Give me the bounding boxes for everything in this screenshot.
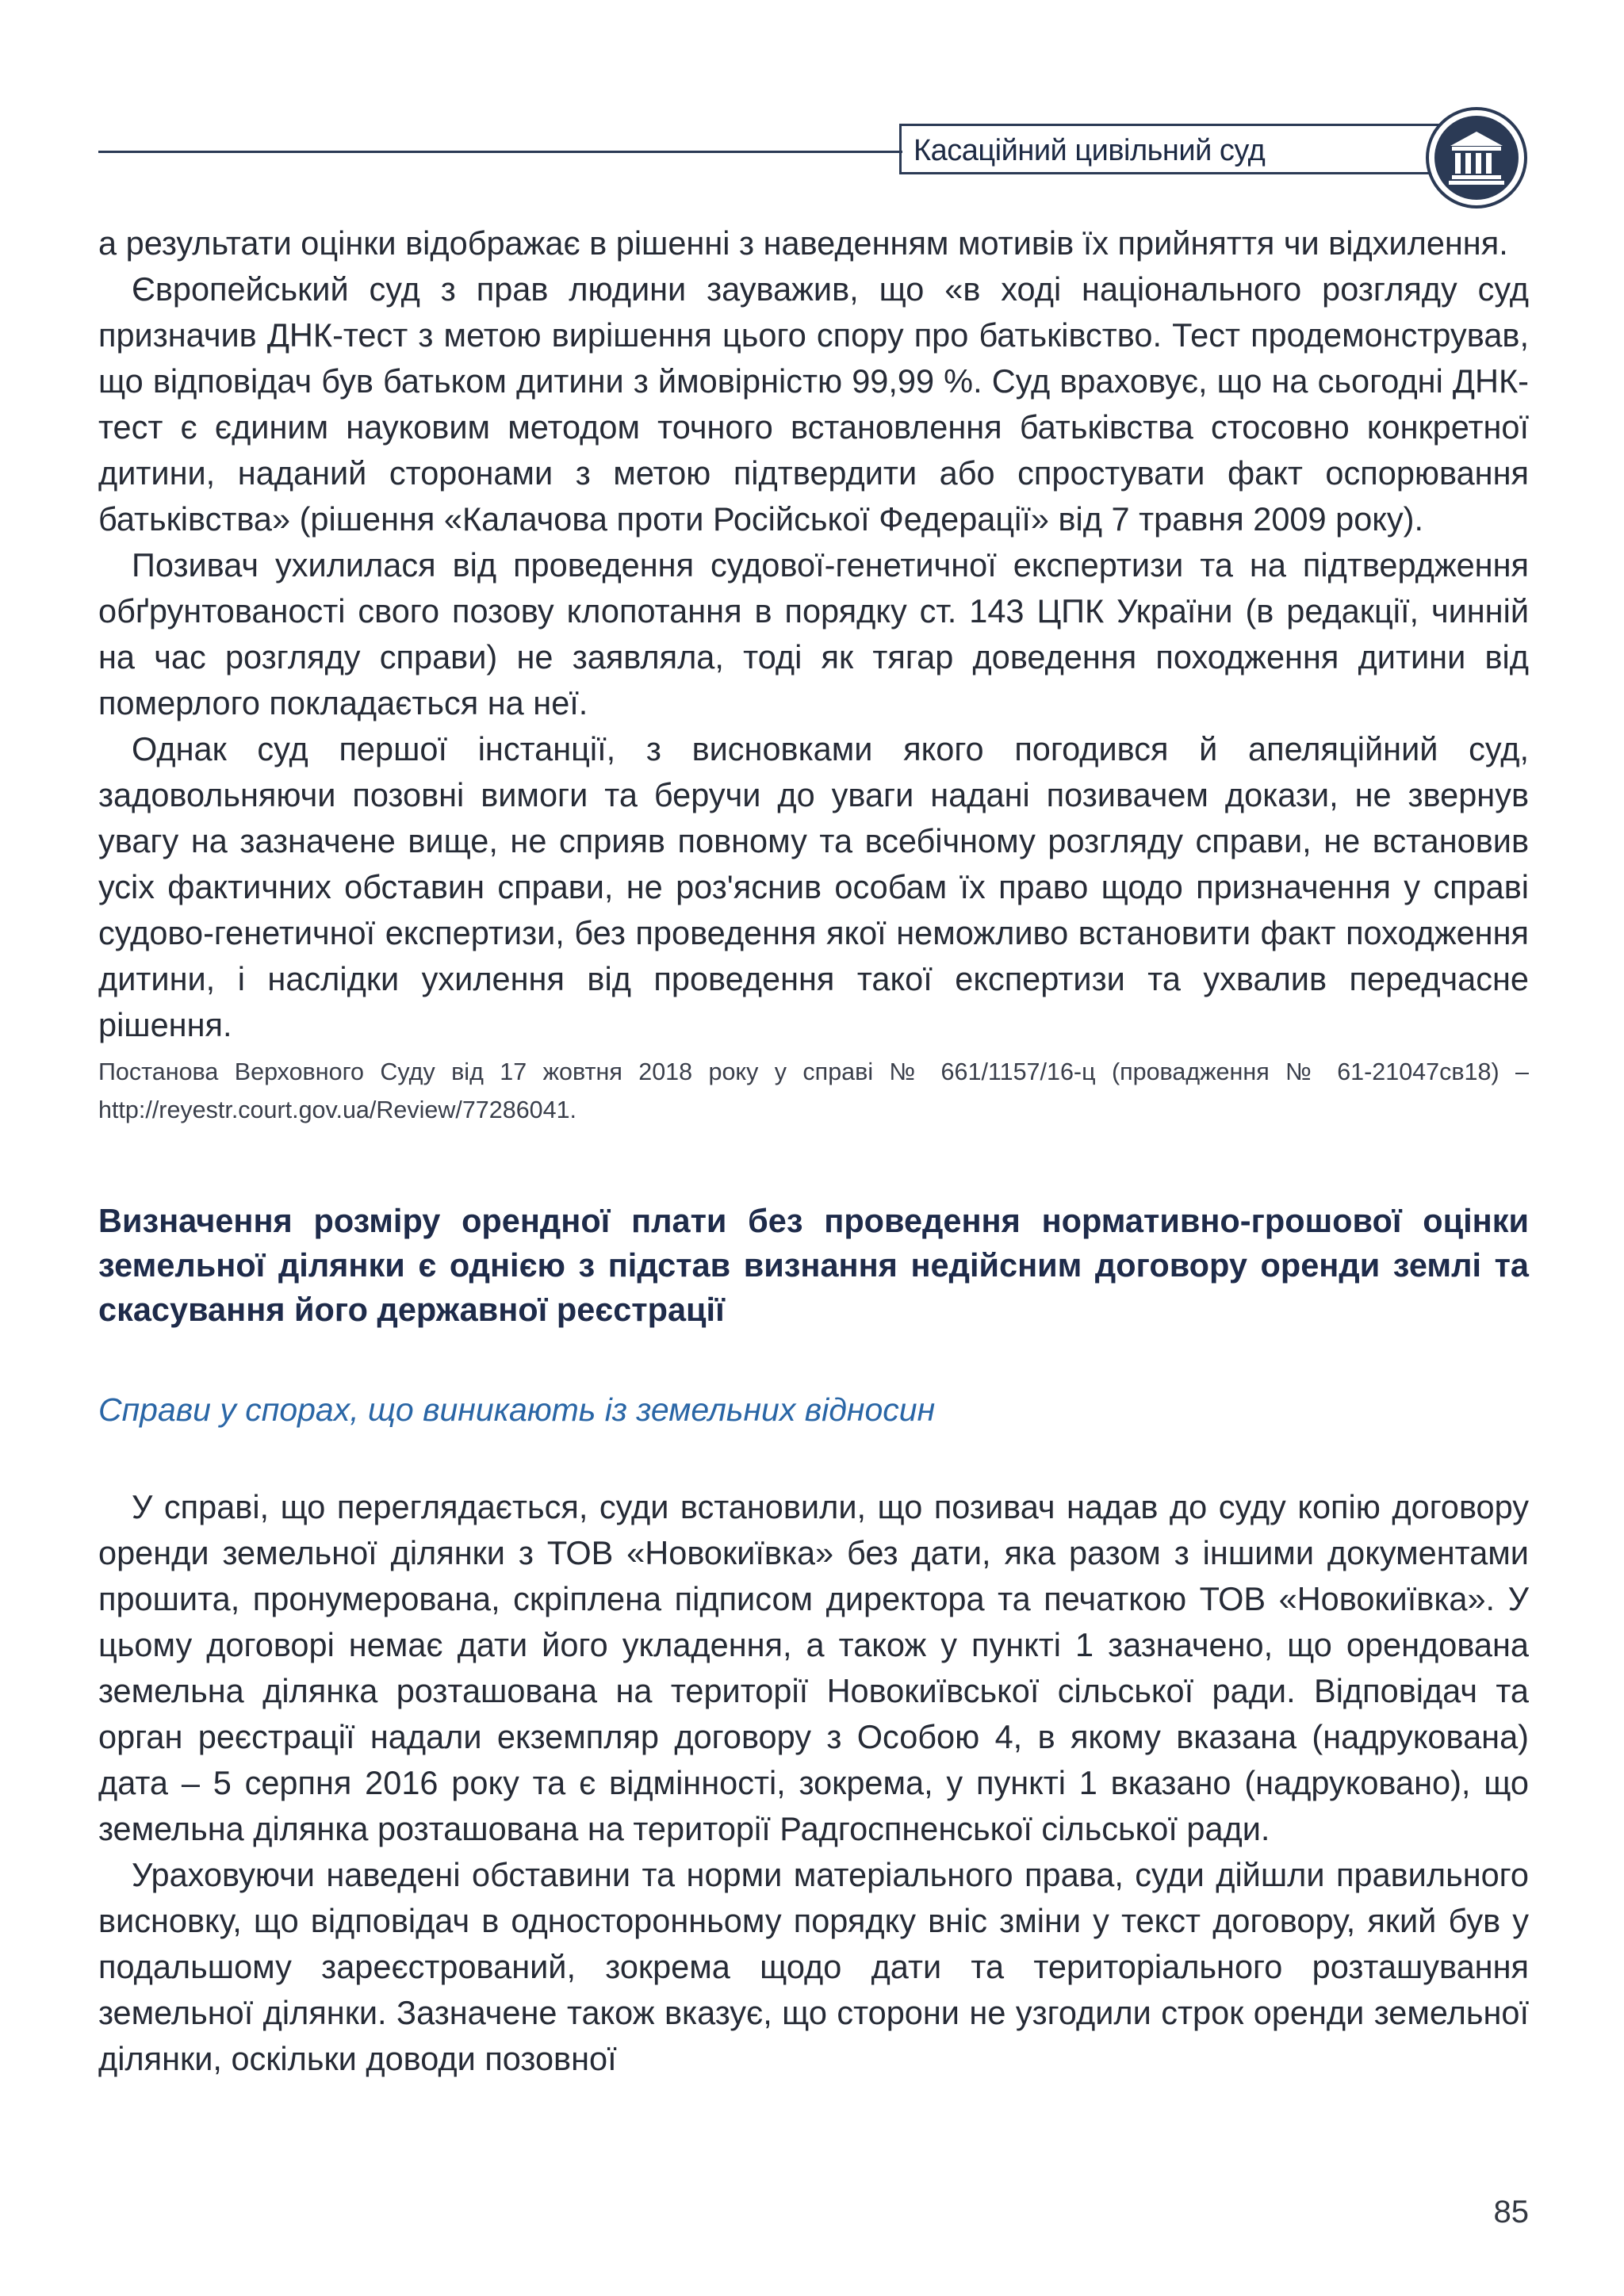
page-number: 85 <box>1493 2195 1529 2229</box>
section-heading: Визначення розміру орендної плати без проведення нормативно-грошової оцінки земельної ділянки є однією з підстав визнання недійсним договору оренди землі та скасування його державної реєстрації <box>98 1202 1529 1328</box>
case-category: Справи у спорах, що виникають із земельних відносин <box>98 1391 936 1428</box>
header-rule <box>98 151 902 153</box>
paragraph: Однак суд першої інстанції, з висновками якого погодився й апеляційний суд, задовольняючи позовні вимоги та беручи до уваги надані позивачем докази, не звернув увагу на зазначене вище, не сприяв повному та всебічному розгляду справи, не встановив усіх фактичних обставин справи, не роз'яснив особам їх право щодо призначення у справі судово-генетичної експертизи, без проведення якої неможливо встановити факт походження дитини, і наслідки ухилення від проведення такої експертизи та ухвалив передчасне рішення. <box>98 730 1529 1043</box>
paragraph: У справі, що переглядається, суди встановили, що позивач надав до суду копію договору оренди земельної ділянки з ТОВ «Новокиївка» без дати, яка разом з іншими документами прошита, пронумерована, скріплена підписом директора та печаткою ТОВ «Новокиївка». У цьому договорі немає дати його укладення, а також у пункті 1 зазначено, що орендована земельна ділянка розташована на території Новокиївської сільської ради. Відповідач та орган реєстрації надали екземпляр договору з Особою 4, в якому вказана (надрукована) дата – 5 серпня 2016 року та є відмінності, зокрема, у пункті 1 вказано (надруковано), що земельна ділянка розташована на території Радгоспненської сільської ради. <box>98 1488 1529 1847</box>
page-content <box>98 220 1529 2082</box>
paragraph: а результати оцінки відображає в рішенні з наведенням мотивів їх прийняття чи відхилення. <box>98 224 1508 262</box>
source-citation: Постанова Верховного Суду від 17 жовтня 2018 року у справі № 661/1157/16-ц (провадження № 61-21047св18) – http://reyestr.court.gov.ua/Review/77286041. <box>98 1058 1529 1123</box>
court-building-icon <box>1423 105 1530 211</box>
header-title: Касаційний цивільний суд <box>914 134 1266 167</box>
paragraph: Позивач ухилилася від проведення судової-генетичної експертизи та на підтвердження обґрунтованості свого позову клопотання в порядку ст. 143 ЦПК України (в редакції, чинній на час розгляду справи) не заявляла, тоді як тягар доведення походження дитини від померлого покладається на неї. <box>98 546 1529 721</box>
paragraph: Європейський суд з прав людини зауважив, що «в ході національного розгляду суд призначив ДНК-тест з метою вирішення цього спору про батьківство. Тест продемонстрував, що відповідач був батьком дитини з ймовірністю 99,99 %. Суд враховує, що на сьогодні ДНК-тест є єдиним науковим методом точного встановлення батьківства стосовно конкретної дитини, наданий сторонами з метою підтвердити або спростувати факт оспорювання батьківства» (рішення «Калачова проти Російської Федерації» від 7 травня 2009 року). <box>98 270 1529 538</box>
paragraph: Ураховуючи наведені обставини та норми матеріального права, суди дійшли правильного висновку, що відповідач в односторонньому порядку вніс зміни у текст договору, який був у подальшому зареєстрований, зокрема щодо дати та територіального розташування земельної ділянки. Зазначене також вказує, що сторони не узгодили строк оренди земельної ділянки, оскільки доводи позовної <box>98 1856 1529 2077</box>
